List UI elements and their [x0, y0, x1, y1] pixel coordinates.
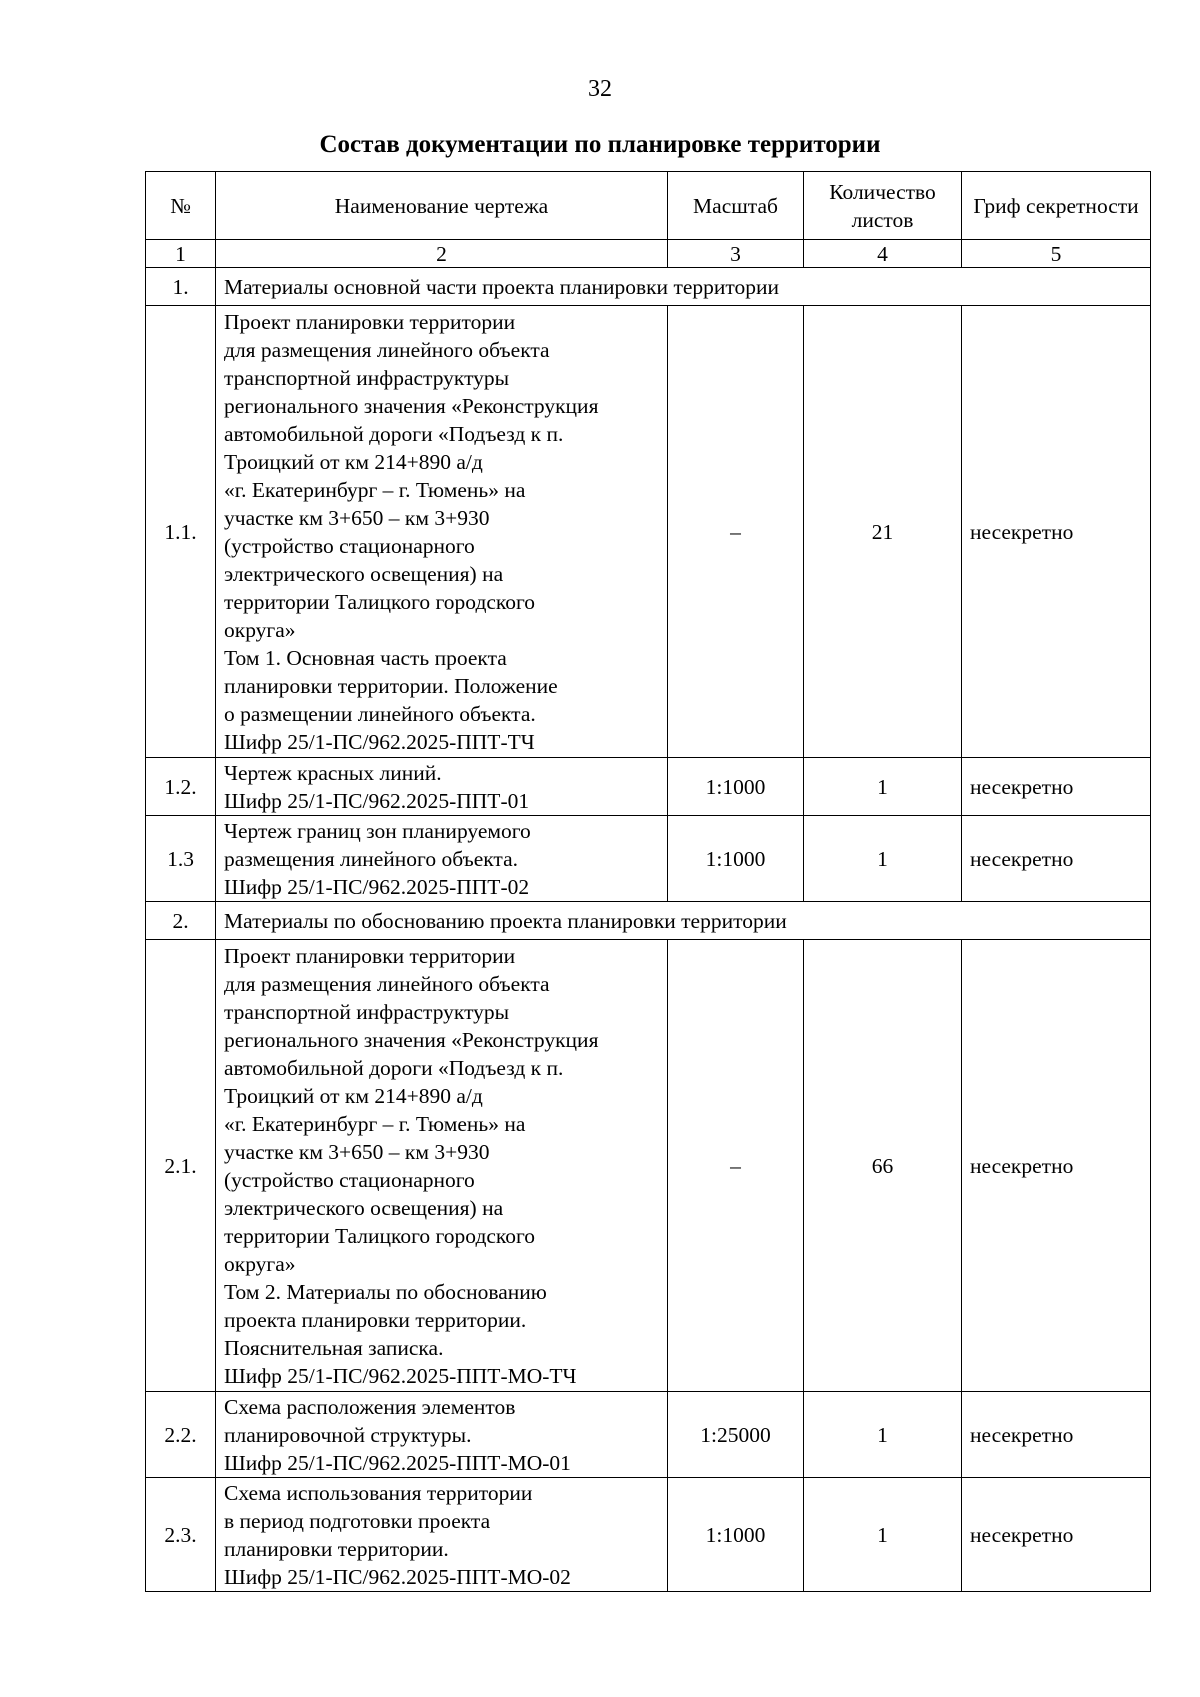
scale-value: 1:25000 — [668, 1392, 804, 1478]
secrecy-label: несекретно — [962, 758, 1151, 816]
page-title: Состав документации по планировке территории — [319, 131, 881, 158]
sheet-count: 21 — [804, 306, 962, 758]
row-number: 1.2. — [146, 758, 216, 816]
row-number: 2.1. — [146, 940, 216, 1392]
page-number: 32 — [588, 76, 612, 102]
row-number: 1.3 — [146, 816, 216, 902]
table-row — [146, 816, 1151, 902]
secrecy-label: несекретно — [962, 1392, 1151, 1478]
column-number-row — [146, 240, 1151, 268]
header-scale: Масштаб — [668, 172, 804, 240]
scale-value: 1:1000 — [668, 1478, 804, 1592]
section-title: Материалы по обоснованию проекта планировки территории — [216, 902, 1151, 940]
scale-value: 1:1000 — [668, 816, 804, 902]
header-secrecy: Гриф секретности — [962, 172, 1151, 240]
scale-value: – — [668, 940, 804, 1392]
drawing-name: Чертеж красных линий. Шифр 25/1-ПС/962.2025-ППТ-01 — [216, 758, 668, 816]
sheet-count: 1 — [804, 1478, 962, 1592]
column-number: 3 — [668, 240, 804, 268]
drawing-name: Проект планировки территории для размещения линейного объекта транспортной инфраструктуры регионального значения «Реконструкция автомобильной дороги «Подъезд к п. Троицкий от км 214+890 а/д «г. Екатеринбург – г. Тюмень» на участке км 3+650 – км 3+930 (устройство стационарного электрического освещения) на территории Талицкого городского округа» Том 1. Основная часть проекта планировки территории. Положение о размещении линейного объекта. Шифр 25/1-ПС/962.2025-ППТ-ТЧ — [216, 306, 668, 758]
row-number: 2.3. — [146, 1478, 216, 1592]
column-number: 2 — [216, 240, 668, 268]
table-row — [146, 1478, 1151, 1592]
table-row — [146, 758, 1151, 816]
secrecy-label: несекретно — [962, 306, 1151, 758]
scale-value: – — [668, 306, 804, 758]
row-number: 1.1. — [146, 306, 216, 758]
section-title: Материалы основной части проекта планировки территории — [216, 268, 1151, 306]
secrecy-label: несекретно — [962, 940, 1151, 1392]
sheet-count: 1 — [804, 1392, 962, 1478]
section-row — [146, 902, 1151, 940]
column-number: 5 — [962, 240, 1151, 268]
documentation-table — [145, 171, 1151, 1592]
header-num: № — [146, 172, 216, 240]
header-name: Наименование чертежа — [216, 172, 668, 240]
column-number: 1 — [146, 240, 216, 268]
scale-value: 1:1000 — [668, 758, 804, 816]
table-header-row — [146, 172, 1151, 240]
sheet-count: 1 — [804, 816, 962, 902]
row-number: 2.2. — [146, 1392, 216, 1478]
sheet-count: 1 — [804, 758, 962, 816]
sheet-count: 66 — [804, 940, 962, 1392]
drawing-name: Чертеж границ зон планируемого размещения линейного объекта. Шифр 25/1-ПС/962.2025-ППТ-02 — [216, 816, 668, 902]
column-number: 4 — [804, 240, 962, 268]
table-row — [146, 940, 1151, 1392]
section-number: 2. — [146, 902, 216, 940]
section-number: 1. — [146, 268, 216, 306]
drawing-name: Проект планировки территории для размещения линейного объекта транспортной инфраструктуры регионального значения «Реконструкция автомобильной дороги «Подъезд к п. Троицкий от км 214+890 а/д «г. Екатеринбург – г. Тюмень» на участке км 3+650 – км 3+930 (устройство стационарного электрического освещения) на территории Талицкого городского округа» Том 2. Материалы по обоснованию проекта планировки территории. Пояснительная записка. Шифр 25/1-ПС/962.2025-ППТ-МО-ТЧ — [216, 940, 668, 1392]
secrecy-label: несекретно — [962, 1478, 1151, 1592]
table-row — [146, 306, 1151, 758]
drawing-name: Схема использования территории в период подготовки проекта планировки территории. Шифр 25/1-ПС/962.2025-ППТ-МО-02 — [216, 1478, 668, 1592]
secrecy-label: несекретно — [962, 816, 1151, 902]
table-row — [146, 1392, 1151, 1478]
drawing-name: Схема расположения элементов планировочной структуры. Шифр 25/1-ПС/962.2025-ППТ-МО-01 — [216, 1392, 668, 1478]
section-row — [146, 268, 1151, 306]
header-sheets: Количество листов — [804, 172, 962, 240]
